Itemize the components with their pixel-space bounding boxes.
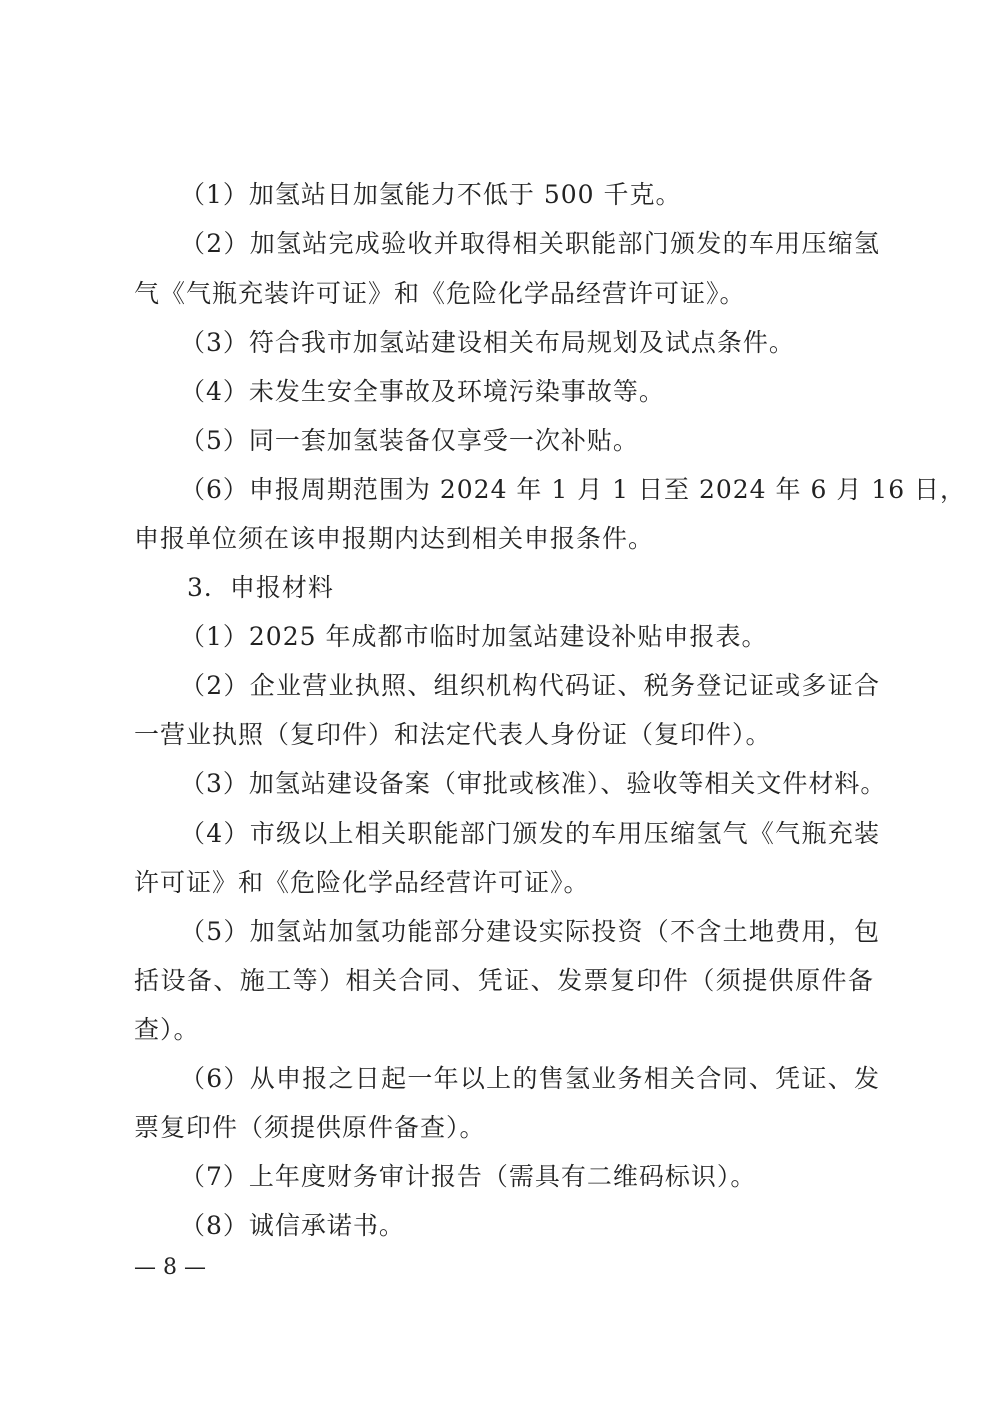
- text-line: （5）加氢站加氢功能部分建设实际投资（不含土地费用，包: [180, 917, 880, 946]
- text-line: （1）2025 年成都市临时加氢站建设补贴申报表。: [180, 622, 768, 651]
- text-line: 票复印件（须提供原件备查）。: [134, 1113, 486, 1142]
- text-line: 申报单位须在该申报期内达到相关申报条件。: [134, 524, 655, 553]
- text-line: （2）企业营业执照、组织机构代码证、税务登记证或多证合: [180, 671, 880, 700]
- text-line: 一营业执照（复印件）和法定代表人身份证（复印件）。: [134, 720, 772, 749]
- text-line: 括设备、施工等）相关合同、凭证、发票复印件（须提供原件备: [134, 966, 874, 995]
- text-line: 许可证》和《危险化学品经营许可证》。: [134, 868, 590, 897]
- text-line: （2）加氢站完成验收并取得相关职能部门颁发的车用压缩氢: [180, 229, 880, 258]
- text-line: （4）市级以上相关职能部门颁发的车用压缩氢气《气瓶充装: [180, 819, 880, 848]
- text-line: （3）加氢站建设备案（审批或核准）、验收等相关文件材料。: [180, 769, 887, 798]
- text-line: （1）加氢站日加氢能力不低于 500 千克。: [180, 180, 682, 209]
- section-heading: 3．申报材料: [187, 573, 334, 602]
- text-line: 气《气瓶充装许可证》和《危险化学品经营许可证》。: [134, 279, 746, 308]
- text-line: （6）申报周期范围为 2024 年 1 月 1 日至 2024 年 6 月 16 日，: [180, 475, 967, 504]
- text-line: 查）。: [134, 1015, 200, 1044]
- text-line: （6）从申报之日起一年以上的售氢业务相关合同、凭证、发: [180, 1064, 880, 1093]
- text-line: （3）符合我市加氢站建设相关布局规划及试点条件。: [180, 328, 795, 357]
- text-line: （7）上年度财务审计报告（需具有二维码标识）。: [180, 1162, 757, 1191]
- text-line: （5）同一套加氢装备仅享受一次补贴。: [180, 426, 639, 455]
- page-number: — 8 —: [134, 1255, 206, 1280]
- text-line: （4）未发生安全事故及环境污染事故等。: [180, 377, 665, 406]
- text-line: （8）诚信承诺书。: [180, 1211, 405, 1240]
